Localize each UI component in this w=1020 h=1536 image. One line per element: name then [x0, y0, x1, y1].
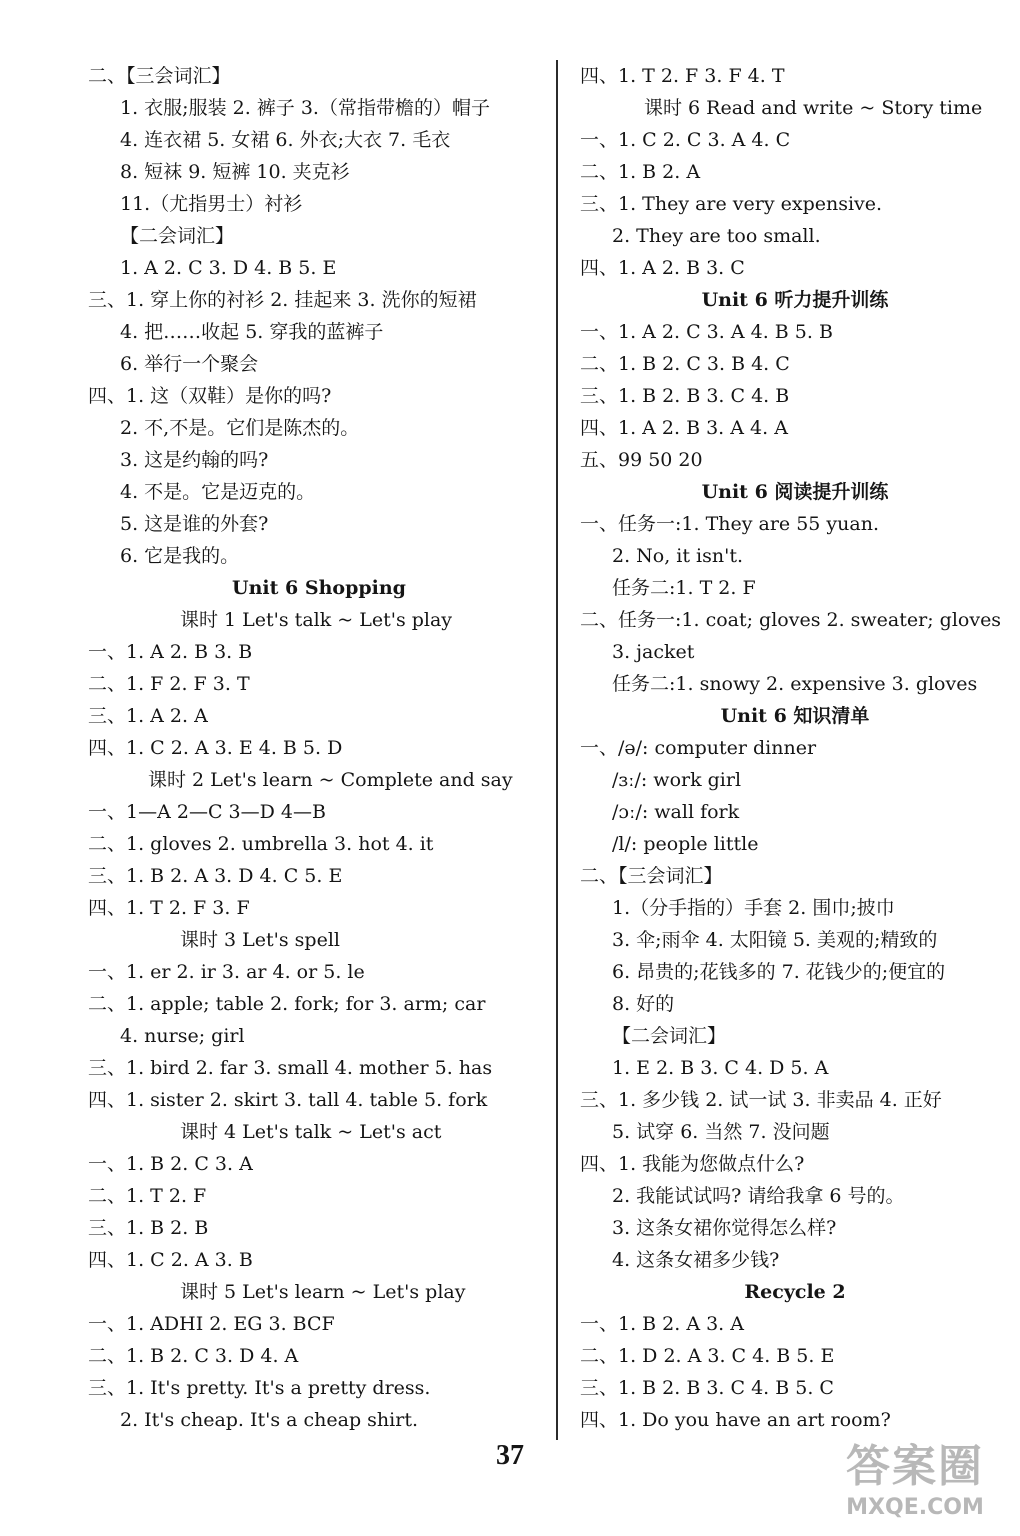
answer-line: 一、/ə/: computer dinner	[580, 737, 817, 759]
answer-line: 课时 4 Let's talk ~ Let's act	[180, 1121, 442, 1143]
answer-line: 课时 1 Let's talk ~ Let's play	[180, 609, 453, 631]
answer-line: 2. It's cheap. It's a cheap shirt.	[120, 1409, 419, 1431]
answer-line: 课时 6 Read and write ~ Story time	[644, 97, 983, 119]
answer-line: 二、任务一:1. coat; gloves 2. sweater; gloves	[580, 609, 1002, 631]
answer-line: 四、1. T 2. F 3. F	[88, 897, 250, 919]
answer-line: 4. 这条女裙多少钱?	[612, 1249, 780, 1271]
answer-line: 二、【三会词汇】	[88, 65, 231, 87]
answer-line: 三、1. 多少钱 2. 试一试 3. 非卖品 4. 正好	[580, 1089, 942, 1111]
answer-line: 2. 不,不是。它们是陈杰的。	[120, 417, 360, 439]
answer-line: /l/: people little	[612, 833, 759, 855]
answer-line: 三、1. B 2. A 3. D 4. C 5. E	[88, 865, 343, 887]
answer-line: 四、1. C 2. A 3. B	[88, 1249, 253, 1271]
answer-line: 8. 短袜 9. 短裤 10. 夹克衫	[120, 161, 350, 183]
answer-line: 1. E 2. B 3. C 4. D 5. A	[612, 1057, 829, 1079]
answer-line: 8. 好的	[612, 993, 675, 1015]
answer-line: 二、1. apple; table 2. fork; for 3. arm; car	[88, 993, 486, 1015]
answer-line: 一、1. B 2. A 3. A	[580, 1313, 744, 1335]
answer-line: 一、任务一:1. They are 55 yuan.	[580, 513, 879, 535]
answer-line: 【二会词汇】	[120, 225, 235, 247]
answer-line: 四、1. A 2. B 3. A 4. A	[580, 417, 788, 439]
watermark	[820, 1440, 1010, 1530]
answer-line: 一、1. A 2. B 3. B	[88, 641, 253, 663]
answer-line: 二、1. B 2. C 3. D 4. A	[88, 1345, 299, 1367]
answer-line: 任务二:1. T 2. F	[612, 577, 756, 599]
answer-line: 6. 昂贵的;花钱多的 7. 花钱少的;便宜的	[612, 961, 946, 983]
answer-line: 4. 不是。它是迈克的。	[120, 481, 316, 503]
answer-line: 2. They are too small.	[612, 225, 821, 247]
answer-line: 4. 连衣裙 5. 女裙 6. 外衣;大衣 7. 毛衣	[120, 129, 451, 151]
answer-line: 6. 举行一个聚会	[120, 353, 259, 375]
answer-line: /ɜː/: work girl	[612, 769, 742, 791]
answer-line: 四、1. C 2. A 3. E 4. B 5. D	[88, 737, 343, 759]
section-heading: Recycle 2	[744, 1281, 846, 1303]
answer-line: 3. jacket	[612, 641, 695, 663]
answer-line: /ɔː/: wall fork	[612, 801, 740, 823]
answer-line: 3. 这条女裙你觉得怎么样?	[612, 1217, 837, 1239]
answer-line: 2. No, it isn't.	[612, 545, 744, 567]
answer-line: 任务二:1. snowy 2. expensive 3. gloves	[612, 673, 978, 695]
answer-line: 一、1. B 2. C 3. A	[88, 1153, 253, 1175]
answer-line: 1. A 2. C 3. D 4. B 5. E	[120, 257, 337, 279]
watermark-url: MXQE.COM	[846, 1495, 984, 1520]
answer-line: 四、1. 我能为您做点什么?	[580, 1153, 805, 1175]
column-divider	[556, 60, 558, 1440]
answer-line: 二、1. B 2. C 3. B 4. C	[580, 353, 790, 375]
answer-line: 课时 3 Let's spell	[180, 929, 340, 951]
answer-line: 二、1. gloves 2. umbrella 3. hot 4. it	[88, 833, 434, 855]
section-heading: Unit 6 阅读提升训练	[701, 481, 889, 503]
answer-line: 1.（分手指的）手套 2. 围巾;披巾	[612, 897, 895, 919]
answer-line: 一、1. ADHI 2. EG 3. BCF	[88, 1313, 335, 1335]
answer-line: 三、1. B 2. B	[88, 1217, 209, 1239]
answer-line: 课时 2 Let's learn ~ Complete and say	[148, 769, 513, 791]
answer-line: 4. nurse; girl	[120, 1025, 245, 1047]
answer-line: 四、1. A 2. B 3. C	[580, 257, 745, 279]
answer-line: 三、1. It's pretty. It's a pretty dress.	[88, 1377, 431, 1399]
left-column	[88, 60, 550, 1436]
answer-line: 二、1. D 2. A 3. C 4. B 5. E	[580, 1345, 835, 1367]
answer-line: 一、1. C 2. C 3. A 4. C	[580, 129, 791, 151]
answer-line: 四、1. Do you have an art room?	[580, 1409, 891, 1431]
answer-line: 二、1. B 2. A	[580, 161, 701, 183]
answer-line: 三、1. bird 2. far 3. small 4. mother 5. has	[88, 1057, 493, 1079]
answer-line: 五、99 50 20	[580, 449, 703, 471]
answer-line: 5. 这是谁的外套?	[120, 513, 269, 535]
answer-line: 一、1. er 2. ir 3. ar 4. or 5. le	[88, 961, 365, 983]
answer-line: 1. 衣服;服装 2. 裤子 3.（常指带檐的）帽子	[120, 97, 490, 119]
answer-line: 5. 试穿 6. 当然 7. 没问题	[612, 1121, 830, 1143]
answer-line: 11.（尤指男士）衬衫	[120, 193, 303, 215]
section-heading: Unit 6 听力提升训练	[701, 289, 889, 311]
answer-line: 二、【三会词汇】	[580, 865, 723, 887]
answer-line: 一、1—A 2—C 3—D 4—B	[88, 801, 326, 823]
answer-line: 3. 伞;雨伞 4. 太阳镜 5. 美观的;精致的	[612, 929, 938, 951]
answer-line: 三、1. A 2. A	[88, 705, 208, 727]
answer-line: 2. 我能试试吗? 请给我拿 6 号的。	[612, 1185, 905, 1207]
page-number: 37	[496, 1440, 524, 1471]
answer-line: 三、1. B 2. B 3. C 4. B	[580, 385, 790, 407]
right-column	[580, 60, 1010, 1436]
answer-line: 4. 把……收起 5. 穿我的蓝裤子	[120, 321, 384, 343]
answer-line: 二、1. T 2. F	[88, 1185, 207, 1207]
answer-line: 一、1. A 2. C 3. A 4. B 5. B	[580, 321, 833, 343]
answer-line: 二、1. F 2. F 3. T	[88, 673, 250, 695]
answer-line: 三、1. B 2. B 3. C 4. B 5. C	[580, 1377, 834, 1399]
answer-line: 3. 这是约翰的吗?	[120, 449, 269, 471]
answer-line: 【二会词汇】	[612, 1025, 727, 1047]
answer-line: 三、1. They are very expensive.	[580, 193, 883, 215]
watermark-chars: 答案圈	[846, 1441, 984, 1492]
answer-line: 6. 它是我的。	[120, 545, 240, 567]
answer-line: 三、1. 穿上你的衬衫 2. 挂起来 3. 洗你的短裙	[88, 289, 477, 311]
section-heading: Unit 6 知识清单	[720, 705, 870, 727]
section-heading: Unit 6 Shopping	[232, 577, 406, 599]
answer-line: 课时 5 Let's learn ~ Let's play	[180, 1281, 466, 1303]
answer-line: 四、1. 这（双鞋）是你的吗?	[88, 385, 332, 407]
answer-line: 四、1. sister 2. skirt 3. tall 4. table 5. fork	[88, 1089, 488, 1111]
answer-line: 四、1. T 2. F 3. F 4. T	[580, 65, 785, 87]
